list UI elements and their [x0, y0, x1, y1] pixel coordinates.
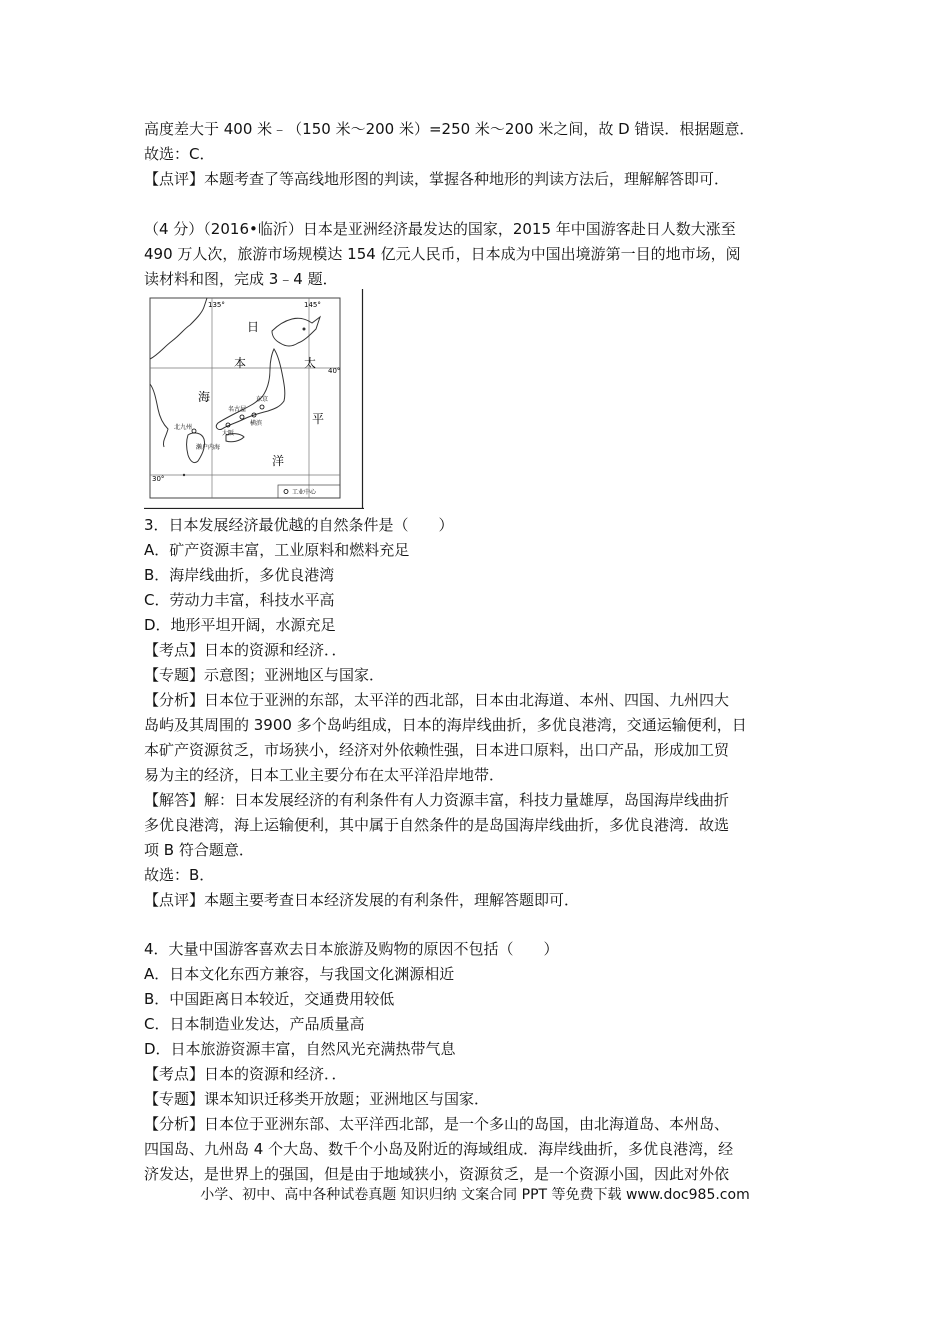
intro-line-2: 490 万人次，旅游市场规模达 154 亿元人民币，日本成为中国出境游第一目的地市场，阅 [144, 245, 741, 263]
label-ping: 平 [312, 412, 325, 426]
prev-answer-comment: 【点评】本题考查了等高线地形图的判读，掌握各种地形的判读方法后，理解解答即可． [144, 170, 730, 188]
q3-option-d: D．地形平坦开阔，水源充足 [144, 616, 336, 634]
prev-answer-choice: 故选：C． [144, 145, 215, 163]
japan-map [144, 289, 364, 509]
q4-fenxi-3: 济发达，是世界上的强国，但是由于地域狭小，资源贫乏，是一个资源小国，因此对外依 [144, 1165, 730, 1183]
label-ri: 日 [247, 320, 260, 334]
q4-option-d: D．日本旅游资源丰富，自然风光充满热带气息 [144, 1040, 456, 1058]
q3-fenxi-4: 易为主的经济，日本工业主要分布在太平洋沿岸地带． [144, 766, 505, 784]
q3-stem: 3．日本发展经济最优越的自然条件是（ ） [144, 516, 454, 534]
q3-kaodian: 【考点】日本的资源和经济．． [144, 641, 347, 659]
label-lon-145: 145° [304, 301, 321, 309]
q4-fenxi-2: 四国岛、九州岛 4 个大岛、数千个小岛及附近的海域组成．海岸线曲折，多优良港湾，经 [144, 1140, 734, 1158]
label-lon-135: 135° [208, 301, 225, 309]
q3-option-a: A．矿产资源丰富，工业原料和燃料充足 [144, 541, 410, 559]
q3-jieda-3: 项 B 符合题意． [144, 841, 254, 859]
q4-zhuanti: 【专题】课本知识迁移类开放题；亚洲地区与国家． [144, 1090, 490, 1108]
q3-option-b: B．海岸线曲折，多优良港湾 [144, 566, 335, 584]
label-kitakyushu: 北九州 [174, 424, 193, 431]
q3-option-c: C．劳动力丰富，科技水平高 [144, 591, 335, 609]
label-hai: 海 [198, 390, 211, 404]
q3-zhuanti: 【专题】示意图；亚洲地区与国家． [144, 666, 385, 684]
label-ben: 本 [234, 356, 247, 370]
label-lat-40: 40° [328, 367, 341, 375]
legend-label: 工业中心 [292, 489, 317, 496]
q3-jieda-1: 【解答】解：日本发展经济的有利条件有人力资源丰富，科技力量雄厚，岛国海岸线曲折 [144, 791, 730, 809]
q4-option-b: B．中国距离日本较近，交通费用较低 [144, 990, 395, 1008]
q3-fenxi-3: 本矿产资源贫乏，市场狭小，经济对外依赖性强，日本进口原料，出口产品，形成加工贸 [144, 741, 730, 759]
q4-stem: 4．大量中国游客喜欢去日本旅游及购物的原因不包括（ ） [144, 940, 559, 958]
label-yokohama: 横滨 [250, 420, 263, 427]
q4-fenxi-1: 【分析】日本位于亚洲东部、太平洋西北部，是一个多山的岛国，由北海道岛、本州岛、 [144, 1115, 730, 1133]
q3-dianping: 【点评】本题主要考查日本经济发展的有利条件，理解答题即可． [144, 891, 580, 909]
q4-option-a: A．日本文化东西方兼容，与我国文化渊源相近 [144, 965, 455, 983]
label-lat-30: 30° [152, 475, 165, 483]
intro-line-3: 读材料和图，完成 3﹣4 题． [144, 270, 338, 288]
prev-answer-line: 高度差大于 400 米﹣（150 米～200 米）=250 米～200 米之间，故 D 错误．根据题意． [144, 120, 755, 138]
q4-option-c: C．日本制造业发达，产品质量高 [144, 1015, 365, 1033]
q3-fenxi-1: 【分析】日本位于亚洲的东部，太平洋的西北部，日本由北海道、本州、四国、九州四大 [144, 691, 730, 709]
label-yang: 洋 [272, 454, 285, 468]
label-tokyo: 东京 [256, 396, 269, 403]
label-nagoya: 名古屋 [228, 406, 247, 413]
label-seto-inland-sea: 濑户内海 [196, 444, 221, 451]
label-tai: 太 [304, 356, 317, 370]
q3-fenxi-2: 岛屿及其周围的 3900 多个岛屿组成，日本的海岸线曲折，多优良港湾，交通运输便利，日 [144, 716, 747, 734]
q4-kaodian: 【考点】日本的资源和经济．． [144, 1065, 347, 1083]
page-footer: 小学、初中、高中各种试卷真题 知识归纳 文案合同 PPT 等免费下载 www.doc985.com [200, 1187, 750, 1203]
q3-choice: 故选：B． [144, 866, 215, 884]
label-osaka: 大阪 [222, 430, 235, 437]
intro-line-1: （4 分）（2016•临沂）日本是亚洲经济最发达的国家，2015 年中国游客赴日人数大涨至 [144, 220, 736, 238]
q3-jieda-2: 多优良港湾，海上运输便利，其中属于自然条件的是岛国海岸线曲折，多优良港湾．故选 [144, 816, 730, 834]
